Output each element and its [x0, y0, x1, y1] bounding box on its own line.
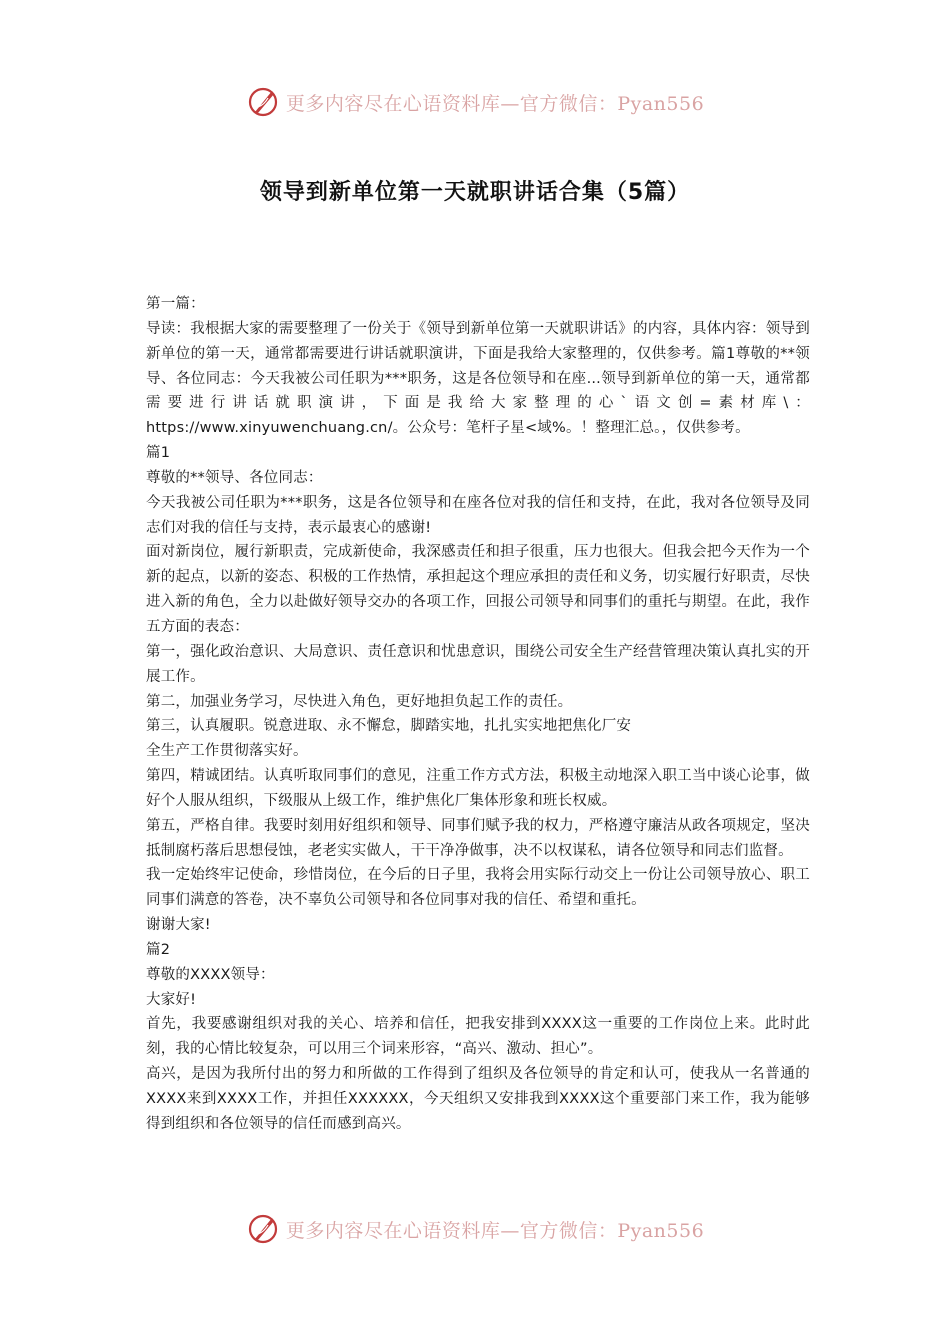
- salutation: 尊敬的XXXX领导：: [146, 966, 275, 983]
- greeting: 大家好!: [146, 991, 197, 1008]
- document-title: 领导到新单位第一天就职讲话合集（5篇）: [259, 180, 691, 205]
- document-body: [146, 292, 810, 1137]
- footer-watermark-banner: [0, 1209, 950, 1249]
- body-paragraph: 第二，加强业务学习，尽快进入角色，更好地担负起工作的责任。: [146, 693, 573, 710]
- section-heading: 第一篇：: [146, 296, 205, 312]
- body-paragraph: 我一定始终牢记使命，珍惜岗位，在今后的日子里，我将会用实际行动交上一份让公司领导放心、职工同事们满意的答卷，决不辜负公司领导和各位同事对我的信任、希望和重托。: [146, 867, 810, 909]
- watermark-text: 更多内容尽在心语资料库—官方微信：Pyan556: [285, 92, 705, 115]
- salutation: 尊敬的**领导、各位同志：: [146, 469, 323, 486]
- body-paragraph: 第五，严格自律。我要时刻用好组织和领导、同事们赋予我的权力，严格遵守廉洁从政各项规定，坚决抵制腐朽落后思想侵蚀，老老实实做人，干干净净做事，决不以权谋私，请各位领导和同志们监督。: [146, 817, 810, 859]
- body-paragraph: 面对新岗位，履行新职责，完成新使命，我深感责任和担子很重，压力也很大。但我会把今天作为一个新的起点，以新的姿态、积极的工作热情，承担起这个理应承担的责任和义务，切实履行好职责，尽快进入新的角色，全力以赴做好领导交办的各项工作，回报公司领导和同事们的重托与期望。在此，我作五方面的表态：: [146, 544, 810, 635]
- body-paragraph: 全生产工作贯彻落实好。: [146, 743, 308, 760]
- header-watermark-banner: [0, 82, 950, 122]
- section-heading: 篇2: [146, 941, 171, 958]
- quill-pen-icon: [246, 85, 280, 119]
- body-paragraph: 高兴，是因为我所付出的努力和所做的工作得到了组织及各位领导的肯定和认可，使我从一名普通的XXXX来到XXXX工作，并担任XXXXXX，今天组织又安排我到XXXX这个重要部门来工作，我为能够得到组织和各位领导的信任而感到高兴。: [146, 1066, 810, 1132]
- closing-line: 谢谢大家!: [146, 917, 211, 934]
- body-paragraph: 今天我被公司任职为***职务，这是各位领导和在座各位对我的信任和支持，在此，我对各位领导及同志们对我的信任与支持，表示最衷心的感谢!: [146, 494, 810, 536]
- body-paragraph: 第三，认真履职。锐意进取、永不懈怠，脚踏实地，扎扎实实地把焦化厂安: [146, 718, 632, 735]
- watermark-text: 更多内容尽在心语资料库—官方微信：Pyan556: [285, 1219, 705, 1242]
- intro-paragraph: 导读：我根据大家的需要整理了一份关于《领导到新单位第一天就职讲话》的内容，具体内容：领导到新单位的第一天，通常都需要进行讲话就职演讲，下面是我给大家整理的，仅供参考。篇1尊敬的**领导、各位同志：今天我被公司任职为***职务，这是各位领导和在座...领导到新单位的第一天，通常都需要进行讲话就职演讲，下面是我给大家整理的心`语文创=素材库\：https://www.xinyuwenchuang.cn/。公众号：笔杆子星<域%。！整理汇总。，仅供参考。: [146, 320, 810, 437]
- section-heading: 篇1: [146, 445, 171, 462]
- body-paragraph: 第一，强化政治意识、大局意识、责任意识和忧患意识，围绕公司安全生产经营管理决策认真扎实的开展工作。: [146, 643, 810, 685]
- body-paragraph: 首先，我要感谢组织对我的关心、培养和信任，把我安排到XXXX这一重要的工作岗位上来。此时此刻，我的心情比较复杂，可以用三个词来形容，“高兴、激动、担心”。: [146, 1016, 810, 1058]
- quill-pen-icon: [246, 1212, 280, 1246]
- body-paragraph: 第四，精诚团结。认真听取同事们的意见，注重工作方式方法，积极主动地深入职工当中谈心论事，做好个人服从组织，下级服从上级工作，维护焦化厂集体形象和班长权威。: [146, 768, 810, 809]
